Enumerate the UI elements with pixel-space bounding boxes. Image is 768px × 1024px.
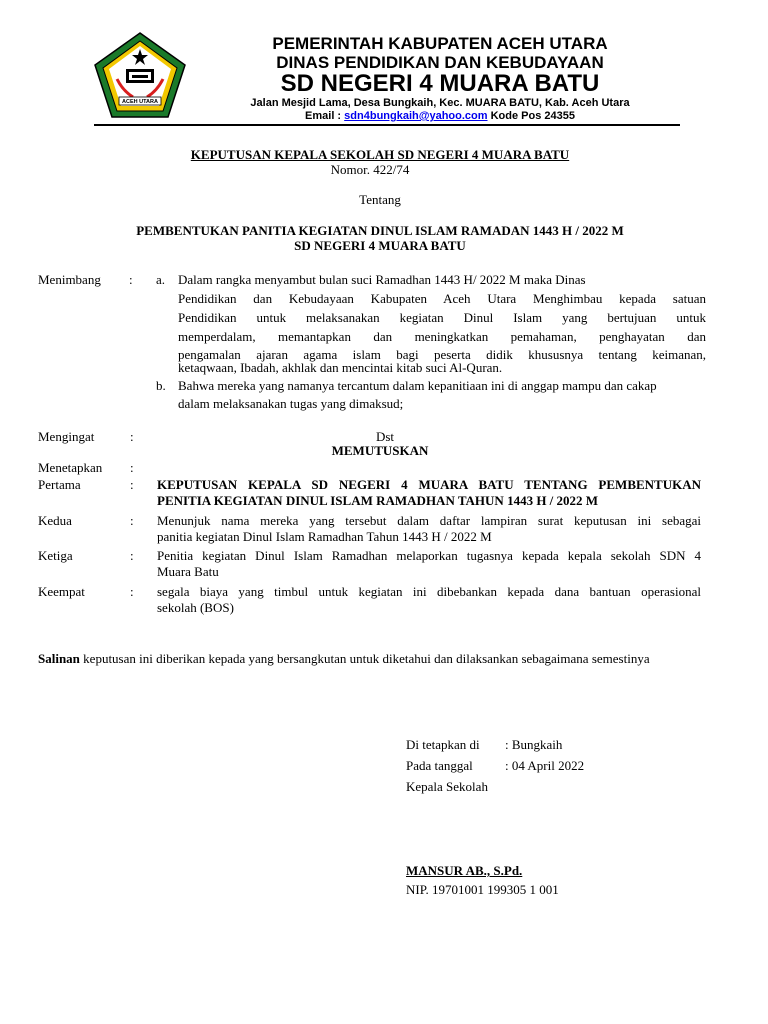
letterhead-school-name: SD NEGERI 4 MUARA BATU <box>280 70 600 97</box>
svg-text:ACEH UTARA: ACEH UTARA <box>122 99 158 105</box>
signer-position: Kepala Sekolah <box>406 779 488 794</box>
decree-title: KEPUTUSAN KEPALA SEKOLAH SD NEGERI 4 MUARA BATU <box>190 147 570 162</box>
decree-subject-line2: SD NEGERI 4 MUARA BATU <box>294 238 466 253</box>
letterhead-government: PEMERINTAH KABUPATEN ACEH UTARA <box>272 34 608 53</box>
email-link[interactable]: sdn4bungkaih@yahoo.com <box>344 110 488 122</box>
menimbang-a-line: pengamalan ajaran agama islam bagi peserta didik khususnya tentang keimanan, <box>178 347 706 362</box>
ketiga-label: Ketiga <box>38 548 73 563</box>
pertama-line: KEPUTUSAN KEPALA SD NEGERI 4 MUARA BATU TENTANG PEMBENTUKAN <box>157 477 701 492</box>
menetapkan-label: Menetapkan <box>38 460 103 475</box>
menimbang-b-line: Bahwa mereka yang namanya tercantum dalam kepanitiaan ini di anggap mampu dan cakap <box>178 378 657 393</box>
menimbang-a-line: ketaqwaan, Ibadah, akhlak dan mencintai kitab suci Al-Quran. <box>178 360 503 375</box>
pertama-colon: : <box>130 477 134 492</box>
keempat-label: Keempat <box>38 584 85 599</box>
menimbang-a-line: Pendidikan untuk melaksanakan kegiatan Dinul Islam yang bertujuan untuk <box>178 310 706 325</box>
signer-name: MANSUR AB., S.Pd. <box>406 863 523 878</box>
signer-nip: NIP. 19701001 199305 1 001 <box>406 882 559 897</box>
menimbang-label: Menimbang <box>38 272 101 287</box>
keempat-colon: : <box>130 584 134 599</box>
kedua-line: panitia kegiatan Dinul Islam Ramadhan Tahun 1443 H / 2022 M <box>157 529 492 544</box>
place-value: : Bungkaih <box>505 737 563 752</box>
kedua-colon: : <box>130 513 134 528</box>
school-logo <box>93 31 187 121</box>
mengingat-value: Dst <box>375 429 395 444</box>
mengingat-colon: : <box>130 429 134 444</box>
kedua-line: Menunjuk nama mereka yang tersebut dalam daftar lampiran surat keputusan ini sebagai <box>157 513 701 528</box>
menimbang-a-marker: a. <box>156 272 166 287</box>
ketiga-line: Penitia kegiatan Dinul Islam Ramadhan melaporkan tugasnya kepada kepala sekolah SDN 4 <box>157 548 701 563</box>
salinan-text: keputusan ini diberikan kepada yang bersangkutan untuk diketahui dan dilaksankan sebagaimana semestinya <box>79 651 650 666</box>
mengingat-label: Mengingat <box>38 429 95 444</box>
email-label: Email : <box>305 110 342 122</box>
menimbang-b-marker: b. <box>156 378 166 393</box>
decree-number: Nomor. 422/74 <box>330 162 410 177</box>
ketiga-colon: : <box>130 548 134 563</box>
ketiga-line: Muara Batu <box>157 564 219 579</box>
memutuskan-heading: MEMUTUSKAN <box>331 443 429 458</box>
menimbang-a-line: Dalam rangka menyambut bulan suci Ramadhan 1443 H/ 2022 M maka Dinas <box>178 272 586 287</box>
date-value: : 04 April 2022 <box>505 758 585 773</box>
menetapkan-colon: : <box>130 460 134 475</box>
keempat-line: sekolah (BOS) <box>157 600 234 615</box>
menimbang-a-line: memperdalam, memantapkan dan meningkatkan pemahaman, penghayatan dan <box>178 329 706 344</box>
postal-code: Kode Pos 24355 <box>490 110 575 122</box>
keempat-line: segala biaya yang timbul untuk kegiatan ini dibebankan kepada dana bantuan operasional <box>157 584 701 599</box>
letterhead-divider <box>94 124 680 126</box>
menimbang-b-line: dalam melaksanakan tugas yang dimaksud; <box>178 396 404 411</box>
decree-subject-line1: PEMBENTUKAN PANITIA KEGIATAN DINUL ISLAM RAMADAN 1443 H / 2022 M <box>136 223 624 238</box>
salinan-label: Salinan <box>38 651 80 666</box>
letterhead-contact <box>200 110 680 123</box>
kedua-label: Kedua <box>38 513 72 528</box>
letterhead-address: Jalan Mesjid Lama, Desa Bungkaih, Kec. MUARA BATU, Kab. Aceh Utara <box>250 97 630 109</box>
letterhead-agency: DINAS PENDIDIKAN DAN KEBUDAYAAN <box>276 53 604 72</box>
decree-about: Tentang <box>359 192 401 207</box>
pertama-label: Pertama <box>38 477 81 492</box>
menimbang-a-line: Pendidikan dan Kebudayaan Kabupaten Aceh Utara Menghimbau kepada satuan <box>178 291 706 306</box>
date-label: Pada tanggal <box>406 758 473 773</box>
place-label: Di tetapkan di <box>406 737 480 752</box>
pertama-line: PENITIA KEGIATAN DINUL ISLAM RAMADHAN TAHUN 1443 H / 2022 M <box>157 493 599 508</box>
salinan-note <box>38 650 738 667</box>
menimbang-colon: : <box>129 272 133 287</box>
